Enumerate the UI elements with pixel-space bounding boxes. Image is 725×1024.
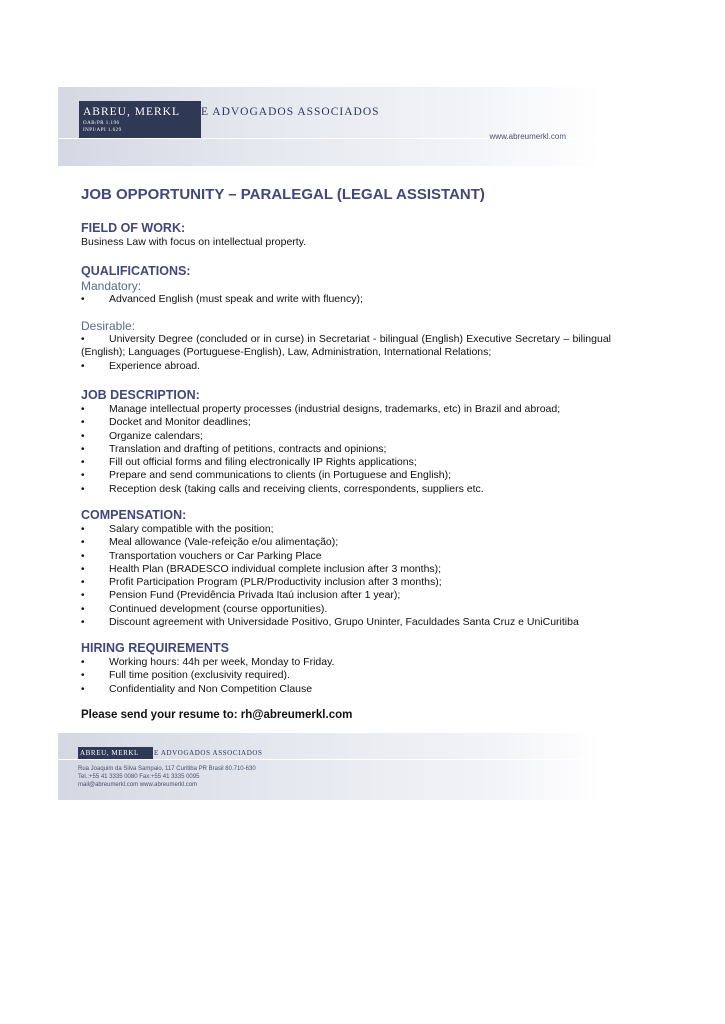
mandatory-list xyxy=(81,293,611,306)
oab-number: OAB/PR 1.196 xyxy=(83,121,120,126)
inpi-number: INPI/API 1.629 xyxy=(83,127,122,133)
qualifications-section xyxy=(81,264,611,306)
list-item: • Confidentiality and Non Competition Clause xyxy=(81,683,611,696)
hiring-requirements-heading: HIRING REQUIREMENTS xyxy=(81,641,229,655)
list-item: • Meal allowance (Vale-refeição e/ou alimentação); xyxy=(81,536,611,549)
resume-instruction: Please send your resume to: rh@abreumerkl.com xyxy=(81,709,353,721)
footer-address-block xyxy=(78,765,256,789)
website-link[interactable]: www.abreumerkl.com xyxy=(489,132,566,141)
list-item: • Experience abroad. xyxy=(81,360,611,373)
list-item: • Pension Fund (Previdência Privada Itaú inclusion after 1 year); xyxy=(81,589,611,602)
hiring-requirements-list xyxy=(81,656,611,696)
field-of-work-heading: FIELD OF WORK: xyxy=(81,221,186,235)
field-of-work-text: Business Law with focus on intellectual property. xyxy=(81,236,307,248)
qualifications-heading: QUALIFICATIONS: xyxy=(81,264,191,278)
list-item: • University Degree (concluded or in curse) in Secretariat - bilingual (English) Executive Secretary – bilingual (English); Languages (Portuguese-English), Law, Administration, International Relations; xyxy=(81,333,611,359)
firm-logo xyxy=(79,101,201,138)
list-item: • Full time position (exclusivity required). xyxy=(81,669,611,682)
firm-name-rest: E ADVOGADOS ASSOCIADOS xyxy=(201,106,380,118)
list-item: • Profit Participation Program (PLR/Productivity inclusion after 3 months); xyxy=(81,576,611,589)
compensation-heading: COMPENSATION: xyxy=(81,508,187,522)
list-item: • Docket and Monitor deadlines; xyxy=(81,416,611,429)
list-item: • Transportation vouchers or Car Parking Place xyxy=(81,550,611,563)
footer-divider xyxy=(58,759,601,760)
field-of-work-section xyxy=(81,221,611,249)
list-item: • Discount agreement with Universidade Positivo, Grupo Uninter, Faculdades Santa Cruz e UniCuritiba xyxy=(81,616,611,629)
list-item: • Advanced English (must speak and write with fluency); xyxy=(81,293,611,306)
job-description-section xyxy=(81,388,611,496)
compensation-list xyxy=(81,523,611,629)
footer-firm-logo: ABREU, MERKL xyxy=(78,747,153,759)
mandatory-label: Mandatory: xyxy=(81,279,142,293)
list-item: • Health Plan (BRADESCO individual complete inclusion after 3 months); xyxy=(81,563,611,576)
desirable-label: Desirable: xyxy=(81,319,136,333)
footer-address: Rua Joaquim da Silva Sampaio, 117 Curitiba PR Brasil 80.710-630 xyxy=(78,766,256,772)
footer-phone: Tel.:+55 41 3335 0080 Fax:+55 41 3335 0095 xyxy=(78,774,200,780)
desirable-section xyxy=(81,319,611,373)
header-banner xyxy=(58,87,601,166)
list-item: • Organize calendars; xyxy=(81,430,611,443)
list-item: • Translation and drafting of petitions, contracts and opinions; xyxy=(81,443,611,456)
footer-banner xyxy=(58,733,601,800)
footer-firm-name-rest: E ADVOGADOS ASSOCIADOS xyxy=(154,749,263,757)
list-item: • Salary compatible with the position; xyxy=(81,523,611,536)
job-description-list xyxy=(81,403,611,496)
list-item: • Continued development (course opportunities). xyxy=(81,603,611,616)
desirable-list xyxy=(81,360,611,373)
list-item: • Working hours: 44h per week, Monday to Friday. xyxy=(81,656,611,669)
list-item: • Manage intellectual property processes (industrial designs, trademarks, etc) in Brazil and abroad; xyxy=(81,403,611,416)
list-item: • Prepare and send communications to clients (in Portuguese and English); xyxy=(81,469,611,482)
list-item: • Fill out official forms and filing electronically IP Rights applications; xyxy=(81,456,611,469)
firm-logo-name: ABREU, MERKL xyxy=(83,106,180,118)
footer-contact[interactable]: mail@abreumerkl.com www.abreumerkl.com xyxy=(78,782,198,788)
hiring-requirements-section xyxy=(81,641,611,696)
page-title: JOB OPPORTUNITY – PARALEGAL (LEGAL ASSISTANT) xyxy=(81,186,485,203)
compensation-section xyxy=(81,508,611,629)
job-description-heading: JOB DESCRIPTION: xyxy=(81,388,200,402)
list-item: • Reception desk (taking calls and receiving clients, correspondents, suppliers etc. xyxy=(81,483,611,496)
